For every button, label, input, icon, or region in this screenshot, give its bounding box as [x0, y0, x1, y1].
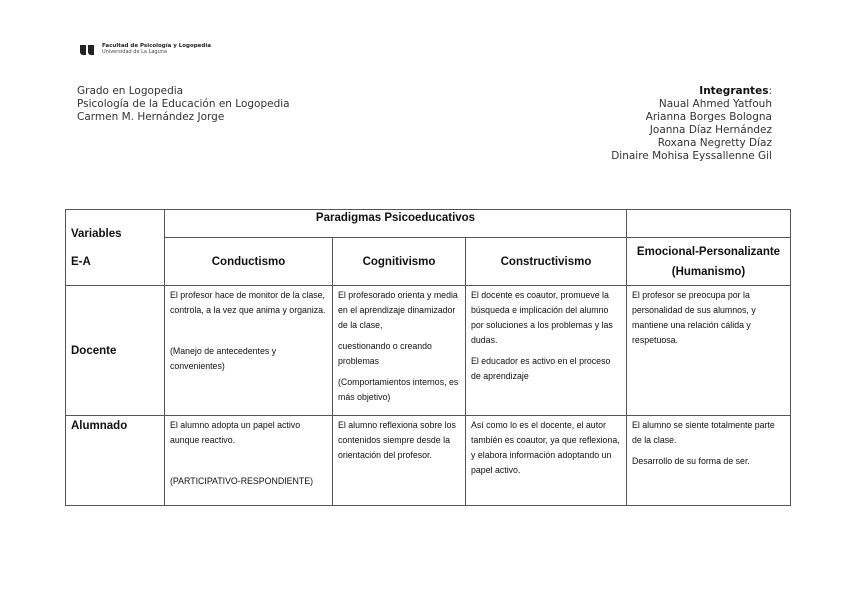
cell-paragraph: Así como lo es el docente, el autor también es coautor, ya que reflexiona, y elabora información adoptando un papel activo.	[471, 420, 620, 475]
table-cell	[627, 416, 791, 506]
cell-paragraph: cuestionando o creando problemas	[338, 341, 432, 366]
cell-paragraph: El docente es coautor, promueve la búsqueda e implicación del alumno por soluciones a los problemas y las dudas.	[471, 290, 613, 345]
variables-header-cell	[66, 210, 165, 286]
course-info	[77, 85, 290, 124]
cell-paragraph: (Comportamientos internos, es más objetivo)	[338, 377, 459, 402]
paradigms-header: Paradigmas Psicoeducativos	[165, 210, 627, 238]
table-cell	[165, 416, 333, 506]
table-cell	[333, 416, 466, 506]
cell-paragraph: El profesor se preocupa por la personalidad de sus alumnos, y mantiene una relación cálida y respetuosa.	[632, 290, 756, 345]
faculty-logo-icon	[80, 43, 98, 55]
column-header: Constructivismo	[466, 238, 627, 286]
table-cell	[165, 286, 333, 416]
teacher-name: Carmen M. Hernández Jorge	[77, 111, 225, 123]
table-cell	[466, 416, 627, 506]
table-cell	[627, 286, 791, 416]
member-name: Roxana Negretty Díaz	[657, 137, 772, 149]
column-header: Cognitivismo	[333, 238, 466, 286]
cell-paragraph: Desarrollo de su forma de ser.	[632, 456, 750, 466]
degree-name: Grado en Logopedia	[77, 85, 184, 97]
table-cell	[466, 286, 627, 416]
column-header: Emocional-Personalizante (Humanismo)	[627, 238, 791, 286]
member-name: Naual Ahmed Yatfouh	[658, 98, 772, 110]
variables-label: Variables	[71, 228, 122, 240]
row-label-alumnado: Alumnado	[66, 416, 165, 506]
members-info: Integrantes: Naual Ahmed Yatfouh Arianna Borges Bologna Joanna Díaz Hernández Roxana Negretty Díaz Dinaire Mohisa Eyssallenne Gil	[611, 85, 772, 162]
logo-university-name: Universidad de La Laguna	[102, 49, 168, 55]
faculty-logo	[80, 43, 211, 55]
cell-paragraph: El alumno reflexiona sobre los contenidos siempre desde la orientación del profesor.	[338, 420, 456, 460]
cell-paragraph: El alumno se siente totalmente parte de la clase.	[632, 420, 775, 445]
ea-label: E-A	[71, 256, 91, 268]
empty-header-cell	[627, 210, 791, 238]
member-name: Dinaire Mohisa Eyssallenne Gil	[611, 150, 772, 162]
subject-name: Psicología de la Educación en Logopedia	[77, 98, 290, 110]
cell-paragraph: (PARTICIPATIVO-RESPONDIENTE)	[170, 476, 314, 486]
logo-faculty-name: Facultad de Psicología y Logopedia	[102, 43, 211, 49]
paradigms-table	[65, 209, 791, 506]
member-name: Arianna Borges Bologna	[645, 111, 772, 123]
row-label-docente: Docente	[66, 286, 165, 416]
cell-paragraph: El profesorado orienta y media en el aprendizaje dinamizador de la clase,	[338, 290, 458, 330]
member-name: Joanna Díaz Hernández	[649, 124, 772, 136]
members-header: Integrantes	[699, 85, 769, 97]
table-cell	[333, 286, 466, 416]
cell-paragraph: El alumno adopta un papel activo aunque reactivo.	[170, 420, 301, 445]
cell-paragraph: (Manejo de antecedentes y convenientes)	[170, 346, 277, 371]
cell-paragraph: El profesor hace de monitor de la clase, controla, a la vez que anima y organiza.	[170, 290, 326, 315]
cell-paragraph: El educador es activo en el proceso de aprendizaje	[471, 356, 611, 381]
column-header: Conductismo	[165, 238, 333, 286]
